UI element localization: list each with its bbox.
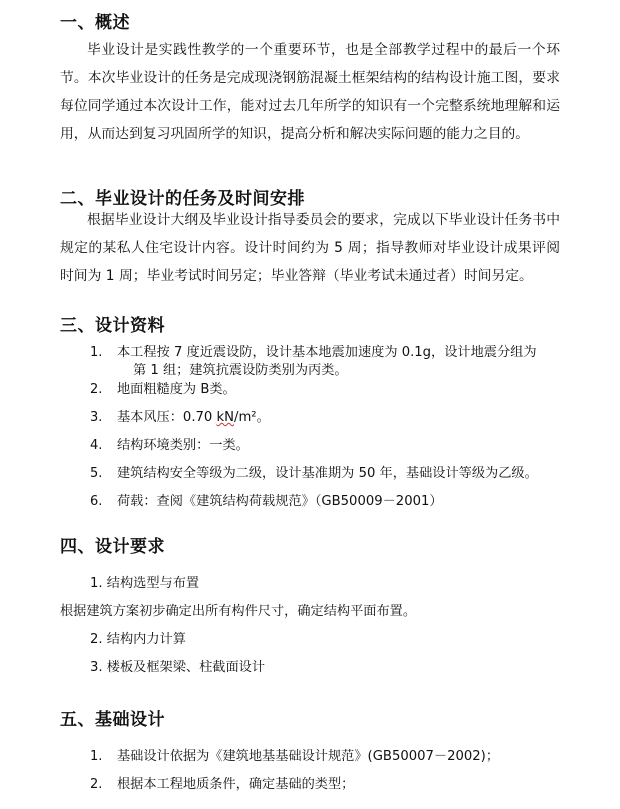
list-item-number: 2.	[90, 777, 103, 792]
section-3-title: 三、设计资料	[60, 316, 165, 336]
list-item-number: 1.	[90, 749, 103, 764]
wind-pressure-unit: kN	[216, 410, 235, 425]
section-1-paragraph: 毕业设计是实践性教学的一个重要环节，也是全部教学过程中的最后一个环节。本次毕业设计的任务是完成现浇钢筋混凝土框架结构的结构设计施工图，要求每位同学通过本次设计工作，能对过去几年所学的知识有一个完整系统地理解和运用，从而达到复习巩固所学的知识，提高分析和解决实际问题的能力之目的。	[60, 42, 560, 142]
list-item-number: 6.	[90, 494, 103, 509]
section-1-title: 一、概述	[60, 13, 130, 33]
requirement-item-2: 2. 结构内力计算	[90, 632, 186, 647]
list-item-number: 4.	[90, 438, 103, 453]
list-item-number: 5.	[90, 466, 103, 481]
list-item-text	[117, 409, 270, 427]
section-2-title: 二、毕业设计的任务及时间安排	[60, 189, 305, 209]
list-item-text: 基础设计依据为《建筑地基基础设计规范》(GB50007－2002)；	[117, 749, 500, 764]
section-5-title: 五、基础设计	[60, 710, 165, 730]
list-item-number: 3.	[90, 410, 103, 425]
requirement-item-1: 1. 结构选型与布置	[90, 576, 200, 591]
list-item-text: 结构环境类别：一类。	[117, 438, 249, 453]
list-item-text: 荷载：查阅《建筑结构荷载规范》（GB50009－2001）	[117, 494, 443, 509]
list-item-text-continued: 第 1 组；建筑抗震设防类别为丙类。	[133, 363, 348, 378]
section-2-paragraph: 根据毕业设计大纲及毕业设计指导委员会的要求，完成以下毕业设计任务书中规定的某私人住宅设计内容。设计时间约为 5 周；指导教师对毕业设计成果评阅时间为 1 周；毕业考试时间另定；毕业答辩（毕业考试未通过者）时间另定。	[60, 212, 560, 284]
requirement-item-3: 3. 楼板及框架梁、柱截面设计	[90, 660, 266, 675]
wind-pressure-label: 基本风压：0.70	[117, 410, 217, 425]
section-4-title: 四、设计要求	[60, 537, 165, 557]
list-item-number: 2.	[90, 382, 103, 397]
list-item-text: 根据本工程地质条件，确定基础的类型；	[117, 777, 355, 792]
list-item-text: 地面粗糙度为 B类。	[117, 382, 236, 397]
list-item-text: 本工程按 7 度近震设防，设计基本地震加速度为 0.1g，设计地震分组为	[117, 345, 537, 360]
list-item-text: 建筑结构安全等级为二级，设计基准期为 50 年，基础设计等级为乙级。	[117, 466, 538, 481]
requirement-item-1-description: 根据建筑方案初步确定出所有构件尺寸，确定结构平面布置。	[60, 604, 417, 619]
wind-pressure-unit-suffix: /m²。	[234, 410, 270, 425]
list-item-number: 1.	[90, 345, 103, 360]
